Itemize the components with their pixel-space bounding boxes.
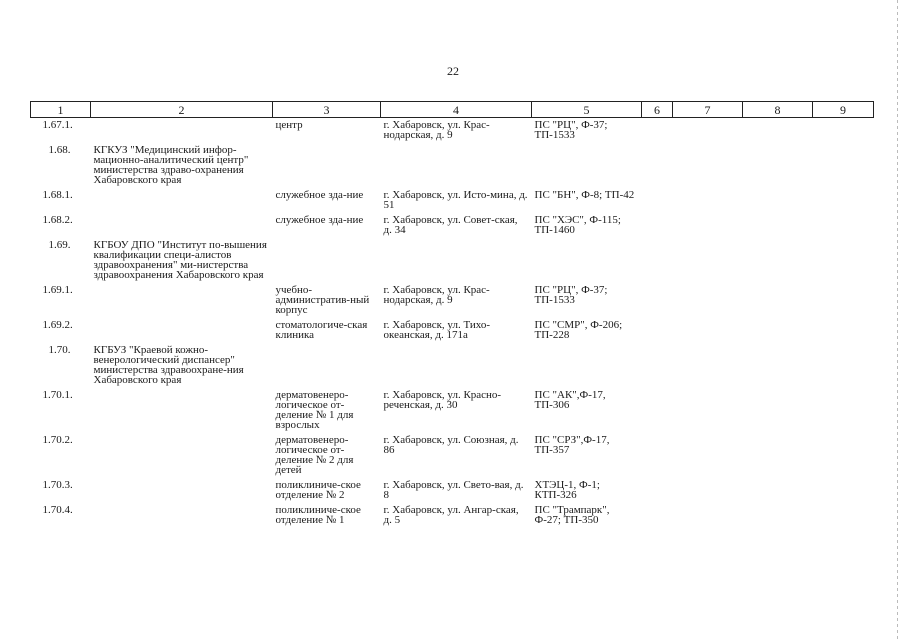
cell-empty — [813, 343, 874, 388]
cell-address: г. Хабаровск, ул. Свето-вая, д. 8 — [383, 479, 524, 501]
cell-num: 1.70. — [48, 344, 71, 356]
table-row — [31, 388, 874, 433]
header-col-8: 8 — [743, 102, 813, 118]
header-col-4: 4 — [381, 102, 532, 118]
table-header — [31, 102, 874, 118]
cell-empty — [673, 478, 743, 503]
cell-num: 1.70.1. — [42, 389, 73, 401]
cell-empty — [642, 433, 673, 478]
cell-empty — [642, 343, 673, 388]
cell-object — [273, 343, 381, 388]
table-row — [31, 188, 874, 213]
cell-empty — [813, 433, 874, 478]
cell-address: г. Хабаровск, ул. Крас-нодарская, д. 9 — [383, 284, 490, 306]
cell-name — [91, 318, 273, 343]
table-row — [31, 118, 874, 144]
cell-num: 1.68.1. — [42, 189, 73, 201]
cell-num: 1.69. — [48, 239, 71, 251]
cell-empty — [813, 238, 874, 283]
cell-empty — [813, 213, 874, 238]
cell-empty — [673, 318, 743, 343]
cell-name — [91, 283, 273, 318]
cell-name: КГБУЗ "Краевой кожно-венерологический диспансер" министерства здравоохране-ния Хабаровского края — [93, 344, 244, 386]
cell-empty — [813, 318, 874, 343]
cell-empty — [743, 433, 813, 478]
header-col-3: 3 — [273, 102, 381, 118]
cell-supply: ПС "АК",Ф-17, ТП-306 — [534, 389, 606, 411]
cell-object: дерматовенеро-логическое от-деление № 2 для детей — [275, 434, 354, 476]
cell-empty — [642, 503, 673, 528]
cell-empty — [743, 118, 813, 144]
cell-supply: ПС "РЦ", Ф-37; ТП-1533 — [534, 284, 608, 306]
cell-address: г. Хабаровск, ул. Исто-мина, д. 51 — [383, 189, 528, 211]
cell-empty — [673, 388, 743, 433]
cell-empty — [673, 143, 743, 188]
cell-empty — [642, 118, 673, 144]
cell-object: дерматовенеро-логическое от-деление № 1 для взрослых — [275, 389, 354, 431]
cell-num: 1.70.3. — [42, 479, 73, 491]
cell-address — [381, 143, 532, 188]
cell-supply: ПС "СМР", Ф-206; ТП-228 — [534, 319, 623, 341]
cell-empty — [743, 318, 813, 343]
cell-empty — [642, 143, 673, 188]
cell-empty — [642, 318, 673, 343]
cell-empty — [813, 388, 874, 433]
cell-empty — [743, 478, 813, 503]
cell-address: г. Хабаровск, ул. Ангар-ская, д. 5 — [383, 504, 519, 526]
cell-supply: ХТЭЦ-1, Ф-1; КТП-326 — [534, 479, 600, 501]
header-col-6: 6 — [642, 102, 673, 118]
cell-empty — [743, 343, 813, 388]
cell-empty — [813, 503, 874, 528]
cell-empty — [813, 188, 874, 213]
cell-empty — [673, 283, 743, 318]
cell-empty — [813, 478, 874, 503]
cell-name — [91, 213, 273, 238]
cell-object — [273, 238, 381, 283]
header-col-5: 5 — [532, 102, 642, 118]
cell-name — [91, 433, 273, 478]
cell-supply — [532, 343, 642, 388]
cell-name — [91, 478, 273, 503]
table-row — [31, 343, 874, 388]
cell-empty — [642, 238, 673, 283]
cell-address: г. Хабаровск, ул. Тихо-океанская, д. 171а — [383, 319, 491, 341]
cell-supply: ПС "СРЗ",Ф-17, ТП-357 — [534, 434, 610, 456]
cell-object: поликлиниче-ское отделение № 2 — [275, 479, 361, 501]
cell-num: 1.67.1. — [42, 119, 73, 131]
cell-object: служебное зда-ние — [275, 214, 364, 226]
cell-object: поликлиниче-ское отделение № 1 — [275, 504, 361, 526]
header-col-9: 9 — [813, 102, 874, 118]
cell-object: центр — [275, 119, 303, 131]
cell-empty — [642, 478, 673, 503]
cell-num: 1.68.2. — [42, 214, 73, 226]
cell-object: служебное зда-ние — [275, 189, 364, 201]
cell-num: 1.70.2. — [42, 434, 73, 446]
header-col-1: 1 — [31, 102, 91, 118]
cell-address — [381, 238, 532, 283]
cell-address — [381, 343, 532, 388]
cell-num: 1.69.1. — [42, 284, 73, 296]
cell-supply: ПС "ХЭС", Ф-115; ТП-1460 — [534, 214, 621, 236]
scan-edge-dots — [897, 0, 898, 640]
cell-name — [91, 188, 273, 213]
cell-empty — [743, 238, 813, 283]
cell-empty — [673, 433, 743, 478]
cell-supply — [532, 143, 642, 188]
cell-num: 1.68. — [48, 144, 71, 156]
table-row — [31, 213, 874, 238]
cell-object — [273, 143, 381, 188]
cell-supply: ПС "БН", Ф-8; ТП-42 — [534, 189, 635, 201]
cell-address: г. Хабаровск, ул. Совет-ская, д. 34 — [383, 214, 518, 236]
cell-name: КГКУЗ "Медицинский инфор-мационно-аналитический центр" министерства здраво-охранения Хабаровского края — [93, 144, 249, 186]
cell-empty — [642, 213, 673, 238]
cell-empty — [642, 388, 673, 433]
cell-empty — [642, 283, 673, 318]
cell-empty — [673, 188, 743, 213]
table-row — [31, 283, 874, 318]
cell-empty — [743, 283, 813, 318]
cell-empty — [813, 283, 874, 318]
cell-empty — [673, 503, 743, 528]
cell-empty — [673, 238, 743, 283]
cell-name — [91, 118, 273, 144]
cell-empty — [743, 503, 813, 528]
cell-supply — [532, 238, 642, 283]
cell-name — [91, 388, 273, 433]
cell-supply: ПС "Трампарк", Ф-27; ТП-350 — [534, 504, 610, 526]
cell-object: стоматологиче-ская клиника — [275, 319, 368, 341]
cell-name — [91, 503, 273, 528]
cell-empty — [673, 213, 743, 238]
cell-empty — [673, 118, 743, 144]
table-row — [31, 503, 874, 528]
table-row — [31, 238, 874, 283]
cell-num: 1.69.2. — [42, 319, 73, 331]
cell-empty — [813, 143, 874, 188]
header-col-7: 7 — [673, 102, 743, 118]
cell-address: г. Хабаровск, ул. Красно-реченская, д. 30 — [383, 389, 502, 411]
cell-empty — [813, 118, 874, 144]
cell-address: г. Хабаровск, ул. Крас-нодарская, д. 9 — [383, 119, 490, 141]
cell-name: КГБОУ ДПО "Институт по-вышения квалификации специ-алистов здравоохранения" ми-нистерства здравоохранения Хабаровского края — [93, 239, 267, 281]
page-number: 22 — [447, 64, 459, 78]
cell-empty — [743, 388, 813, 433]
cell-empty — [673, 343, 743, 388]
document-table — [30, 101, 874, 528]
cell-address: г. Хабаровск, ул. Союзная, д. 86 — [383, 434, 519, 456]
table-row — [31, 433, 874, 478]
table-row — [31, 478, 874, 503]
cell-supply: ПС "РЦ", Ф-37; ТП-1533 — [534, 119, 608, 141]
cell-empty — [743, 213, 813, 238]
table-row — [31, 143, 874, 188]
table-body — [31, 118, 874, 529]
cell-empty — [743, 143, 813, 188]
cell-empty — [743, 188, 813, 213]
cell-empty — [642, 188, 673, 213]
table-row — [31, 318, 874, 343]
cell-num: 1.70.4. — [42, 504, 73, 516]
header-col-2: 2 — [91, 102, 273, 118]
cell-object: учебно-административ-ный корпус — [275, 284, 370, 316]
